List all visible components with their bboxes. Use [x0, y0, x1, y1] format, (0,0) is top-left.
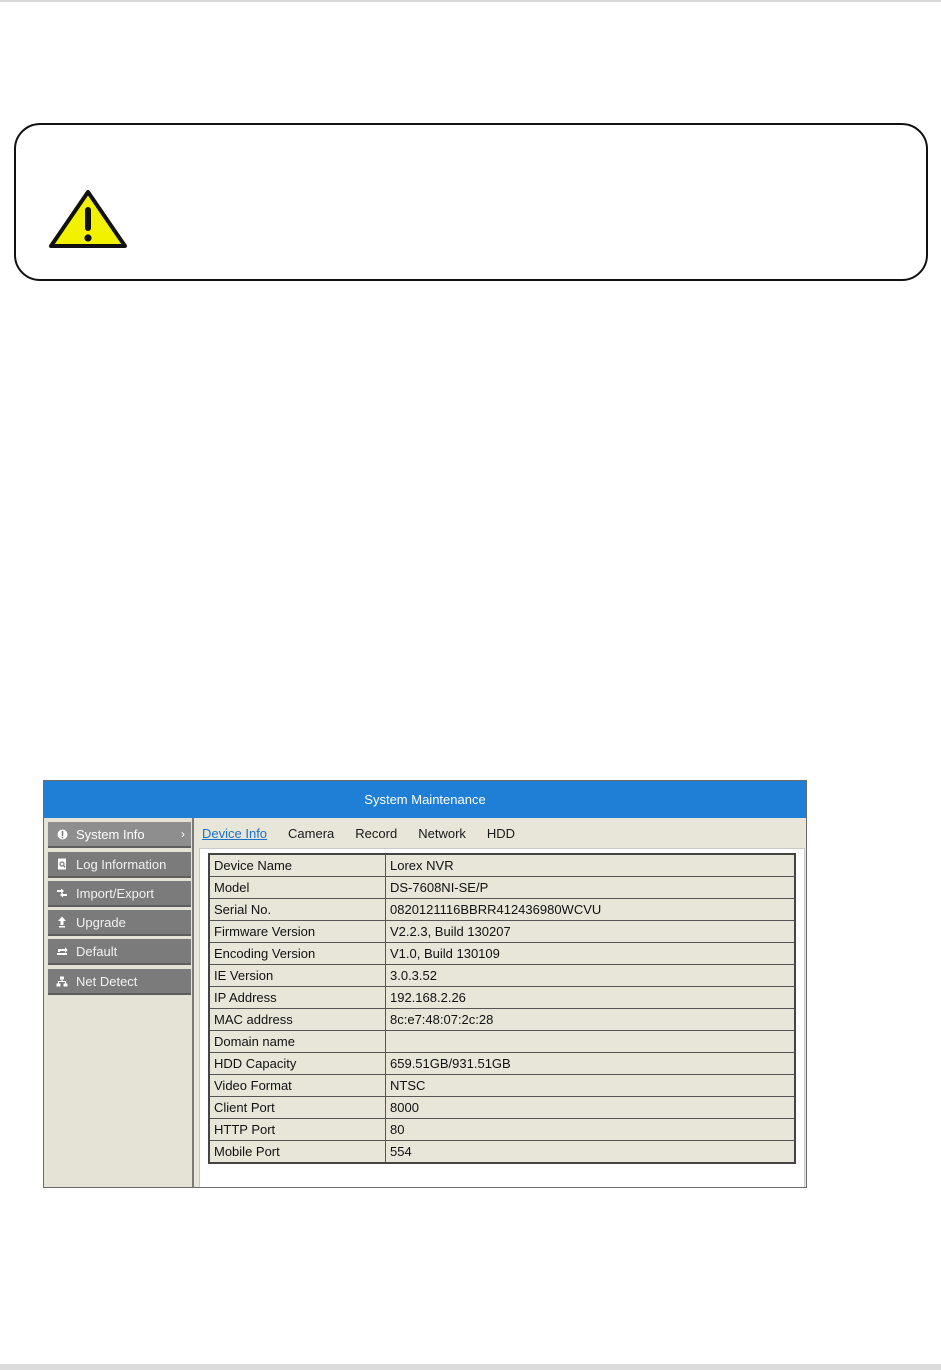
- sidebar-item-label: Import/Export: [76, 885, 155, 901]
- system-maintenance-window: [43, 780, 807, 1188]
- sidebar-item-label: Default: [76, 943, 118, 959]
- info-icon: [56, 828, 68, 840]
- tab-record[interactable]: Record: [355, 826, 398, 841]
- import-export-icon: [56, 887, 68, 899]
- warning-icon: [48, 189, 128, 249]
- field-value: 3.0.3.52: [386, 965, 796, 987]
- field-value: 659.51GB/931.51GB: [386, 1053, 796, 1075]
- device-info-table: [208, 853, 796, 1164]
- warning-callout: [14, 123, 928, 281]
- field-value: 8c:e7:48:07:2c:28: [386, 1009, 796, 1031]
- field-label: Serial No.: [209, 899, 386, 921]
- field-label: MAC address: [209, 1009, 386, 1031]
- table-row: [209, 1119, 795, 1141]
- sidebar-item-label: System Info: [76, 826, 145, 842]
- field-label: Client Port: [209, 1097, 386, 1119]
- tab-hdd[interactable]: HDD: [486, 826, 516, 841]
- top-rule: [0, 0, 941, 2]
- sidebar-item-default[interactable]: [48, 939, 191, 965]
- field-label: IP Address: [209, 987, 386, 1009]
- field-value: 192.168.2.26: [386, 987, 796, 1009]
- field-value: 80: [386, 1119, 796, 1141]
- table-row: [209, 1009, 795, 1031]
- table-row: [209, 854, 795, 877]
- field-value: 8000: [386, 1097, 796, 1119]
- log-search-icon: [56, 858, 68, 870]
- sidebar-item-label: Net Detect: [76, 973, 138, 989]
- field-value: Lorex NVR: [386, 854, 796, 877]
- table-row: [209, 877, 795, 899]
- field-label: Encoding Version: [209, 943, 386, 965]
- table-row: [209, 965, 795, 987]
- upgrade-icon: [56, 916, 68, 928]
- table-row: [209, 1141, 795, 1164]
- field-value: V1.0, Build 130109: [386, 943, 796, 965]
- table-row: [209, 1075, 795, 1097]
- sidebar-item-label: Upgrade: [76, 914, 126, 930]
- device-info-panel: [199, 848, 805, 1188]
- field-label: IE Version: [209, 965, 386, 987]
- table-row: [209, 1053, 795, 1075]
- field-value: DS-7608NI-SE/P: [386, 877, 796, 899]
- field-label: Video Format: [209, 1075, 386, 1097]
- bottom-rule: [0, 1364, 941, 1370]
- table-row: [209, 899, 795, 921]
- table-row: [209, 987, 795, 1009]
- field-label: Device Name: [209, 854, 386, 877]
- sidebar: [44, 818, 194, 1188]
- field-label: HTTP Port: [209, 1119, 386, 1141]
- sidebar-item-net-detect[interactable]: [48, 969, 191, 995]
- sidebar-item-label: Log Information: [76, 856, 167, 872]
- default-restore-icon: [56, 945, 68, 957]
- sidebar-item-upgrade[interactable]: [48, 910, 191, 936]
- table-row: [209, 921, 795, 943]
- field-value: 554: [386, 1141, 796, 1164]
- field-label: Model: [209, 877, 386, 899]
- tab-bar: [202, 826, 536, 848]
- table-row: [209, 943, 795, 965]
- tab-camera[interactable]: Camera: [288, 826, 335, 841]
- tab-device-info[interactable]: Device Info: [202, 826, 268, 841]
- main-panel: [194, 818, 806, 1188]
- chevron-right-icon: ›: [181, 827, 185, 841]
- field-label: HDD Capacity: [209, 1053, 386, 1075]
- field-value: V2.2.3, Build 130207: [386, 921, 796, 943]
- field-label: Mobile Port: [209, 1141, 386, 1164]
- field-label: Domain name: [209, 1031, 386, 1053]
- sidebar-item-import-export[interactable]: [48, 881, 191, 907]
- window-title: System Maintenance: [44, 781, 806, 819]
- sidebar-item-system-info[interactable]: [48, 822, 191, 848]
- field-value: NTSC: [386, 1075, 796, 1097]
- table-row: [209, 1097, 795, 1119]
- table-row: [209, 1031, 795, 1053]
- field-label: Firmware Version: [209, 921, 386, 943]
- field-value: [386, 1031, 796, 1053]
- network-icon: [56, 975, 68, 987]
- field-value: 0820121116BBRR412436980WCVU: [386, 899, 796, 921]
- sidebar-item-log-information[interactable]: [48, 852, 191, 878]
- tab-network[interactable]: Network: [418, 826, 466, 841]
